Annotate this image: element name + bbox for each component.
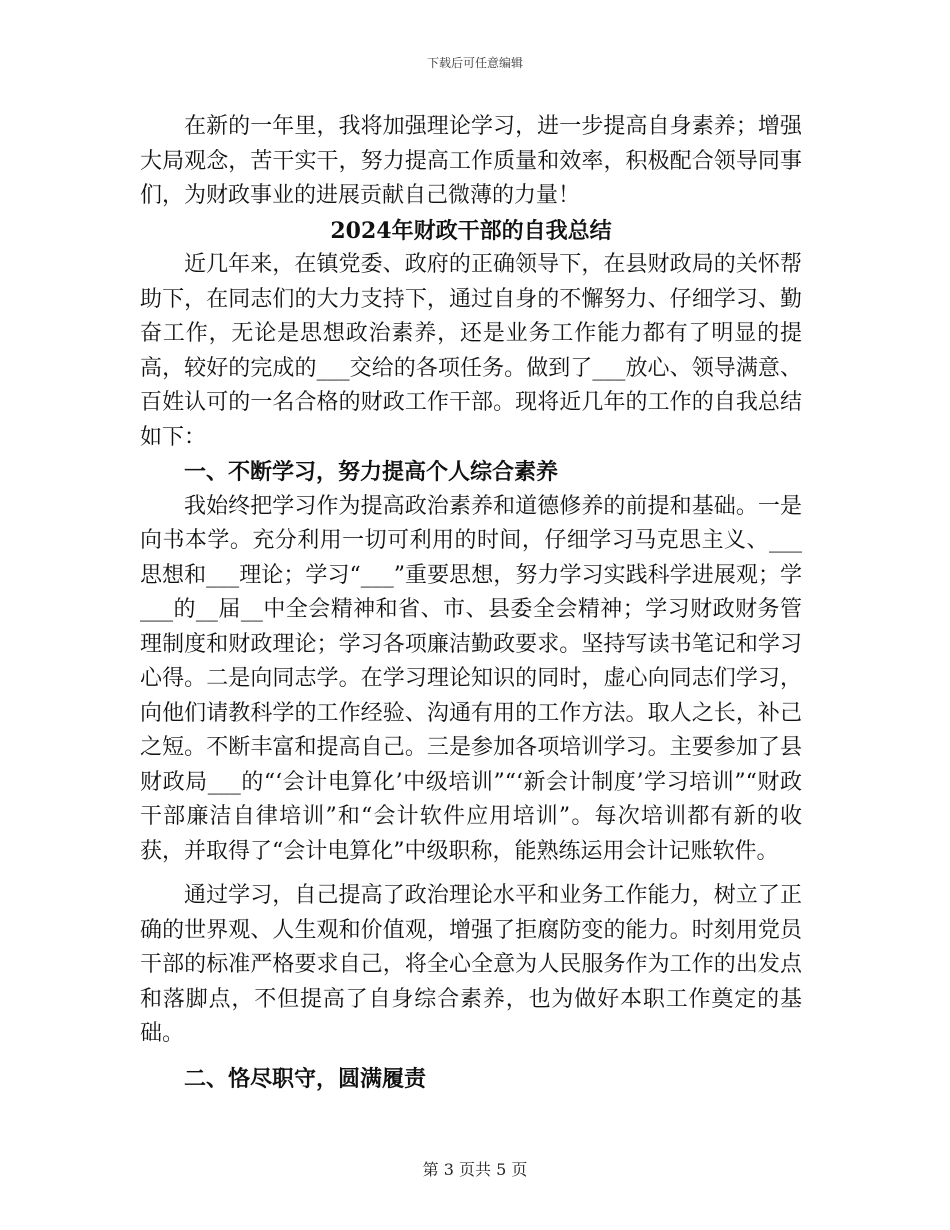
section-heading-1: 一、不断学习，努力提高个人综合素养: [184, 459, 559, 485]
document-body: [140, 110, 802, 1096]
paragraph-intro: 在新的一年里，我将加强理论学习，进一步提高自身素养；增强大局观念，苦干实干，努力提高工作质量和效率，积极配合领导同事们，为财政事业的进展贡献自己微薄的力量！: [140, 114, 802, 208]
paragraph-result: 通过学习，自己提高了政治理论水平和业务工作能力，树立了正确的世界观、人生观和价值观，增强了拒腐防变的能力。时刻用党员干部的标准严格要求自己，将全心全意为人民服务作为工作的出发点和落脚点，不但提高了自身综合素养，也为做好本职工作奠定的基础。: [140, 883, 802, 1046]
page-header: 下载后可任意编辑: [426, 56, 523, 70]
paragraph-study: 我始终把学习作为提高政治素养和道德修养的前提和基础。一是向书本学。充分利用一切可利用的时间，仔细学习马克思主义、___思想和___理论；学习“___”重要思想，努力学习实践科学进展观；学___的__届__中全会精神和省、市、县委全会精神；学习财政财务管理制度和财政理论；学习各项廉洁勤政要求。坚持写读书笔记和学习心得。二是向同志学。在学习理论知识的同时，虚心向同志们学习，向他们请教科学的工作经验、沟通有用的工作方法。取人之长，补己之短。不断丰富和提高自己。三是参加各项培训学习。主要参加了县财政局___的“‘会计电算化’中级培训”“‘新会计制度’学习培训”“财政干部廉洁自律培训”和“会计软件应用培训”。每次培训都有新的收获，并取得了“会计电算化”中级职称，能熟练运用会计记账软件。: [140, 493, 802, 864]
section-heading-2: 二、恪尽职守，圆满履责: [184, 1065, 427, 1092]
paragraph-overview: 近几年来，在镇党委、政府的正确领导下，在县财政局的关怀帮助下，在同志们的大力支持下，通过自身的不懈努力、仔细学习、勤奋工作，无论是思想政治素养，还是业务工作能力都有了明显的提高，较好的完成的___交给的各项任务。做到了___放心、领导满意、百姓认可的一名合格的财政工作干部。现将近几年的工作的自我总结如下：: [140, 252, 802, 450]
document-title: 2024年财政干部的自我总结: [330, 217, 612, 244]
page-number: 第 3 页共 5 页: [422, 1160, 528, 1179]
